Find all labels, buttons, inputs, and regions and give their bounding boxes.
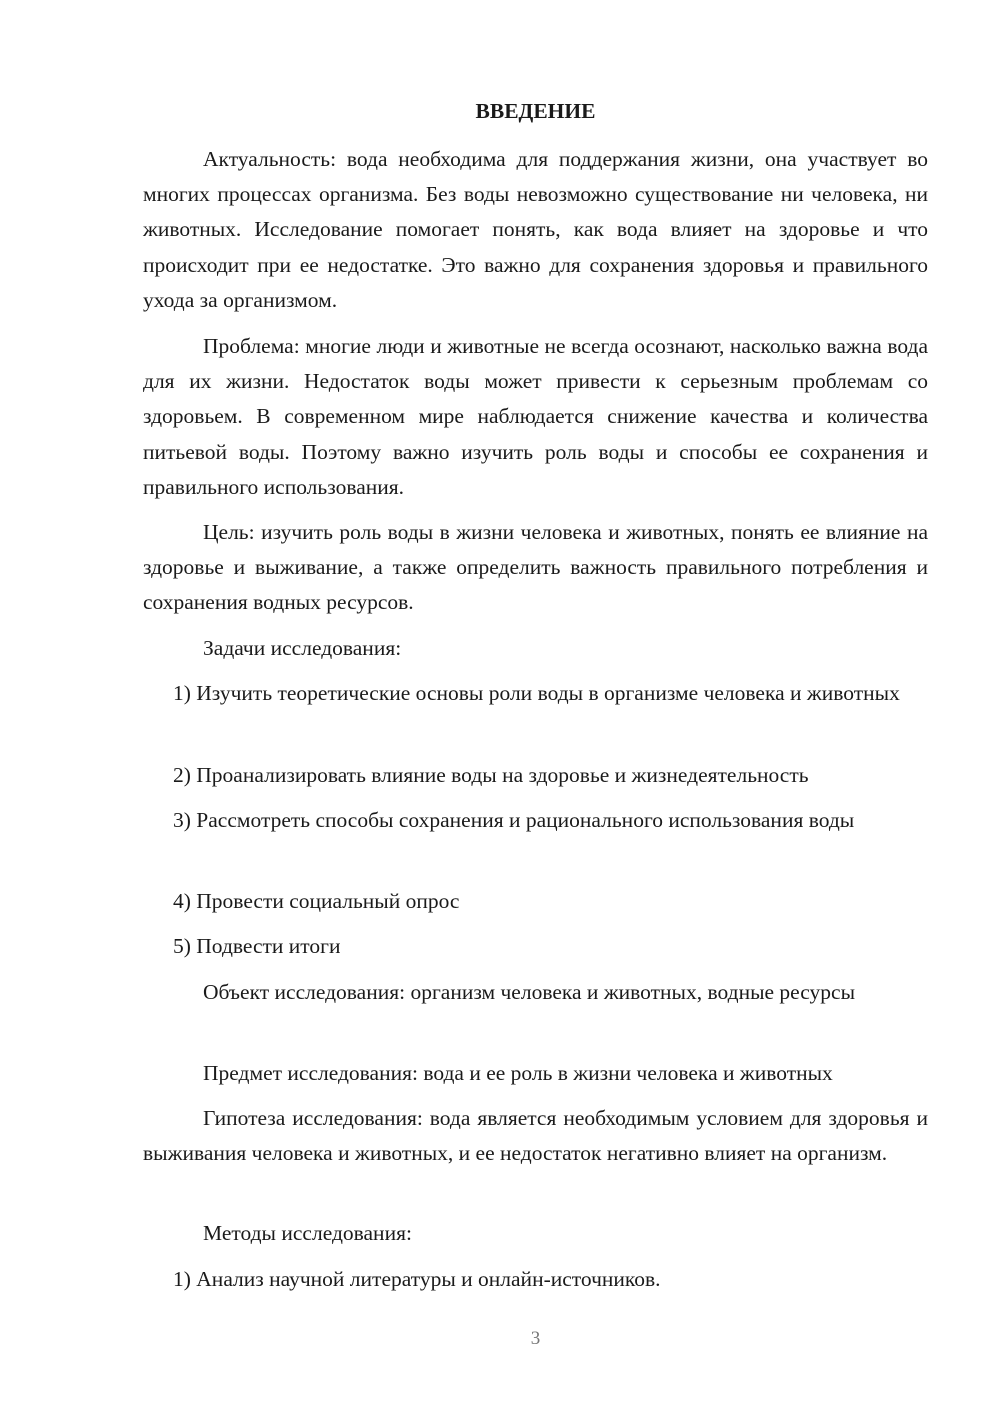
paragraph-relevance: Актуальность: вода необходима для поддержания жизни, она участвует во многих процессах организма. Без воды невозможно существование ни человека, ни животных. Исследование помогает понять, как вода влияет на здоровье и что происходит при ее недостатке. Это важно для сохранения здоровья и правильного ухода за организмом. [143,147,928,312]
paragraph-hypothesis: Гипотеза исследования: вода является необходимым условием для здоровья и выживания человека и животных, и ее недостаток негативно влияет на организм. [143,1106,928,1166]
list-item-task-3: 3) Рассмотреть способы сохранения и рационального использования воды [173,808,855,832]
section-title: ВВЕДЕНИЕ [475,99,596,123]
paragraph-subject: Предмет исследования: вода и ее роль в жизни человека и животных [203,1061,833,1085]
page-number: 3 [530,1328,541,1349]
paragraph-object: Объект исследования: организм человека и животных, водные ресурсы [203,980,856,1004]
document-page [143,0,928,1414]
paragraph-tasks-heading: Задачи исследования: [203,636,402,660]
paragraph-problem: Проблема: многие люди и животные не всегда осознают, насколько важна вода для их жизни. Недостаток воды может привести к серьезным проблемам со здоровьем. В современном мире наблюдается снижение качества и количества питьевой воды. Поэтому важно изучить роль воды и способы ее сохранения и правильного использования. [143,334,928,499]
list-item-task-2: 2) Проанализировать влияние воды на здоровье и жизнедеятельность [173,763,809,787]
list-item-task-4: 4) Провести социальный опрос [173,889,460,913]
paragraph-goal: Цель: изучить роль воды в жизни человека и животных, понять ее влияние на здоровье и выживание, а также определить важность правильного потребления и сохранения водных ресурсов. [143,520,928,615]
list-item-task-1: 1) Изучить теоретические основы роли воды в организме человека и животных [173,681,900,705]
paragraph-methods-heading: Методы исследования: [203,1221,412,1245]
list-item-task-5: 5) Подвести итоги [173,934,341,958]
list-item-method-1: 1) Анализ научной литературы и онлайн-источников. [173,1267,661,1291]
